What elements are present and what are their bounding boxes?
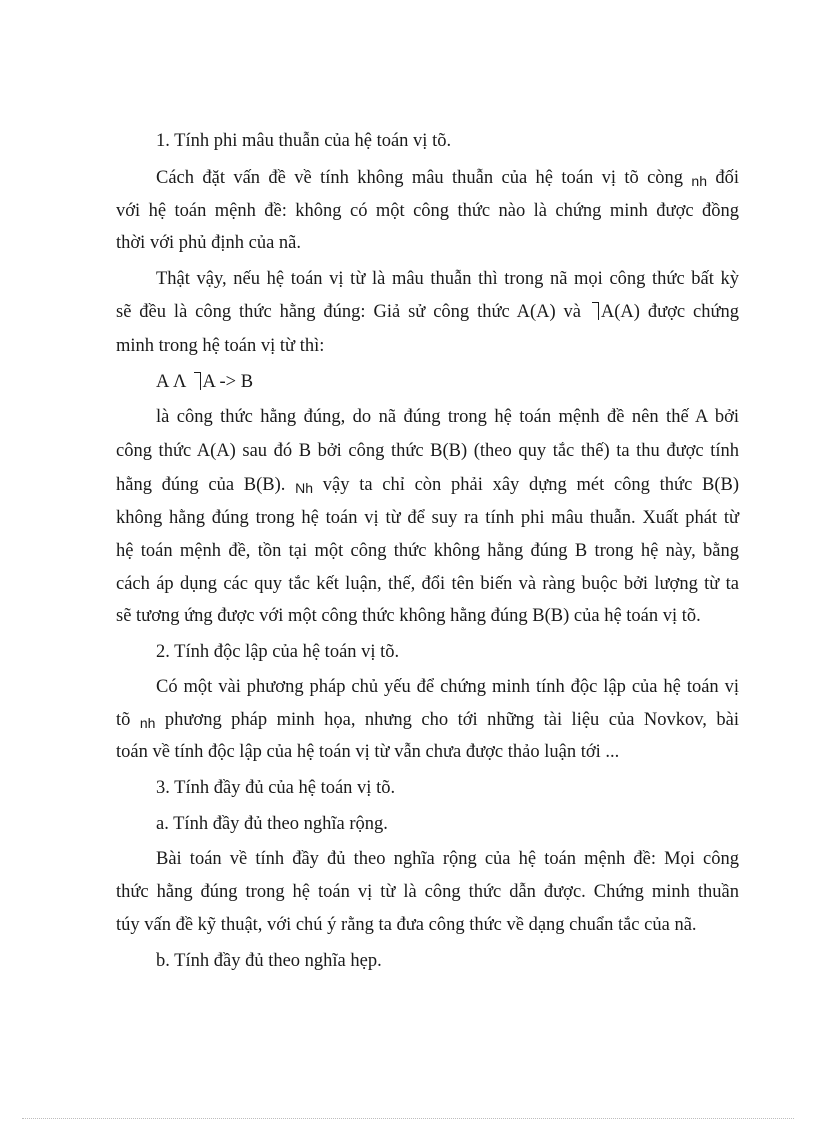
s1-p1-nh-glyph: nh — [691, 173, 707, 189]
s3-p1-line-2: thức hằng đúng trong hệ toán vị từ là công thức dẫn được. Chứng minh thuần — [116, 882, 739, 902]
page-bottom-divider — [22, 1118, 794, 1119]
s1-p2-line-2-end: A(A) được chứng — [600, 302, 739, 322]
s1-p3-line-6: cách áp dụng các quy tắc kết luận, thế, đổi tên biến và ràng buộc bởi lượng từ ta — [116, 574, 739, 594]
s1-p2-line-1 — [116, 267, 739, 291]
s2-p1-line-3: toán về tính độc lập của hệ toán vị từ vẫn chưa được thảo luận tới ... — [116, 742, 620, 762]
s3-p1-line-1 — [116, 847, 739, 871]
s1-p3-line-1 — [116, 405, 739, 429]
s3-p1-line-1-text: Bài toán về tính đầy đủ theo nghĩa rộng của hệ toán mệnh đề: Mọi công — [156, 849, 739, 869]
s1-p2-line-2-formula — [589, 302, 739, 322]
s1-p1-line-1 — [116, 166, 739, 190]
s1-p1-line-3: thời với phủ định của nã. — [116, 233, 302, 253]
negation-symbol — [592, 302, 599, 320]
s1-p1-line-2: với hệ toán mệnh đề: không có một công thức nào là chứng minh được đồng — [116, 201, 739, 221]
s1-p3-nh-glyph: Nh — [295, 480, 314, 496]
s1-p3-line-3-text: hằng đúng của B(B). — [116, 475, 286, 495]
negation-symbol — [194, 372, 201, 390]
s2-p1-line-1-text: Có một vài phương pháp chủ yếu để chứng minh tính độc lập của hệ toán vị — [156, 677, 739, 697]
s1-p2-line-2-text: sẽ đều là công thức hằng đúng: Giả sử công thức A(A) và — [116, 302, 581, 322]
s1-p2-line-1-text: Thật vậy, nếu hệ toán vị từ là mâu thuẫn thì trong nã mọi công thức bất kỳ — [156, 269, 739, 289]
s1-p3-line-3 — [116, 473, 739, 497]
s2-p1-line-1 — [116, 675, 739, 699]
subsection-a-heading: a. Tính đầy đủ theo nghĩa rộng. — [156, 814, 388, 834]
formula-part-b: A -> B — [202, 372, 254, 392]
s2-p1-nh-glyph: nh — [139, 715, 156, 731]
s1-p3-line-2: công thức A(A) sau đó B bởi công thức B(B) (theo quy tắc thế) ta thu được tính — [116, 441, 739, 461]
s1-p3-line-3-end: vậy ta chỉ còn phải xây dựng mét công thức B(B) — [322, 475, 739, 495]
s1-p3-line-4: không hằng đúng trong hệ toán vị từ để suy ra tính phi mâu thuẫn. Xuất phát từ — [116, 508, 739, 528]
section-3-heading: 3. Tính đầy đủ của hệ toán vị tõ. — [156, 778, 396, 798]
s1-p1-line-1-end: đối — [715, 168, 740, 188]
s2-p1-line-2-start: tõ — [116, 710, 131, 730]
s2-p1-line-2 — [116, 708, 739, 732]
s1-p3-line-7: sẽ tương ứng được với một công thức không hằng đúng B(B) của hệ toán vị tõ. — [116, 606, 701, 626]
formula-part-a: A Λ — [156, 372, 186, 392]
s1-p3-line-1-text: là công thức hằng đúng, do nã đúng trong hệ toán mệnh đề nên thế A bởi — [156, 407, 739, 427]
s1-p1-line-1-text: Cách đặt vấn đề về tính không mâu thuẫn của hệ toán vị tõ còng — [156, 168, 684, 188]
s2-p1-line-2-end: phương pháp minh họa, nhưng cho tới những tài liệu của Novkov, bài — [164, 710, 739, 730]
subsection-b-heading: b. Tính đầy đủ theo nghĩa hẹp. — [156, 951, 382, 971]
s1-p2-line-2 — [116, 300, 739, 324]
s3-p1-line-3: túy vấn đề kỹ thuật, với chú ý rằng ta đưa công thức về dạng chuẩn tắc của nã. — [116, 915, 697, 935]
section-1-heading: 1. Tính phi mâu thuẫn của hệ toán vị tõ. — [156, 131, 452, 151]
section-2-heading: 2. Tính độc lập của hệ toán vị tõ. — [156, 642, 400, 662]
s1-p3-line-5: hệ toán mệnh đề, tồn tại một công thức không hằng đúng B trong hệ này, bằng — [116, 541, 739, 561]
s1-formula — [156, 370, 253, 394]
s1-p2-line-3: minh trong hệ toán vị từ thì: — [116, 336, 325, 356]
